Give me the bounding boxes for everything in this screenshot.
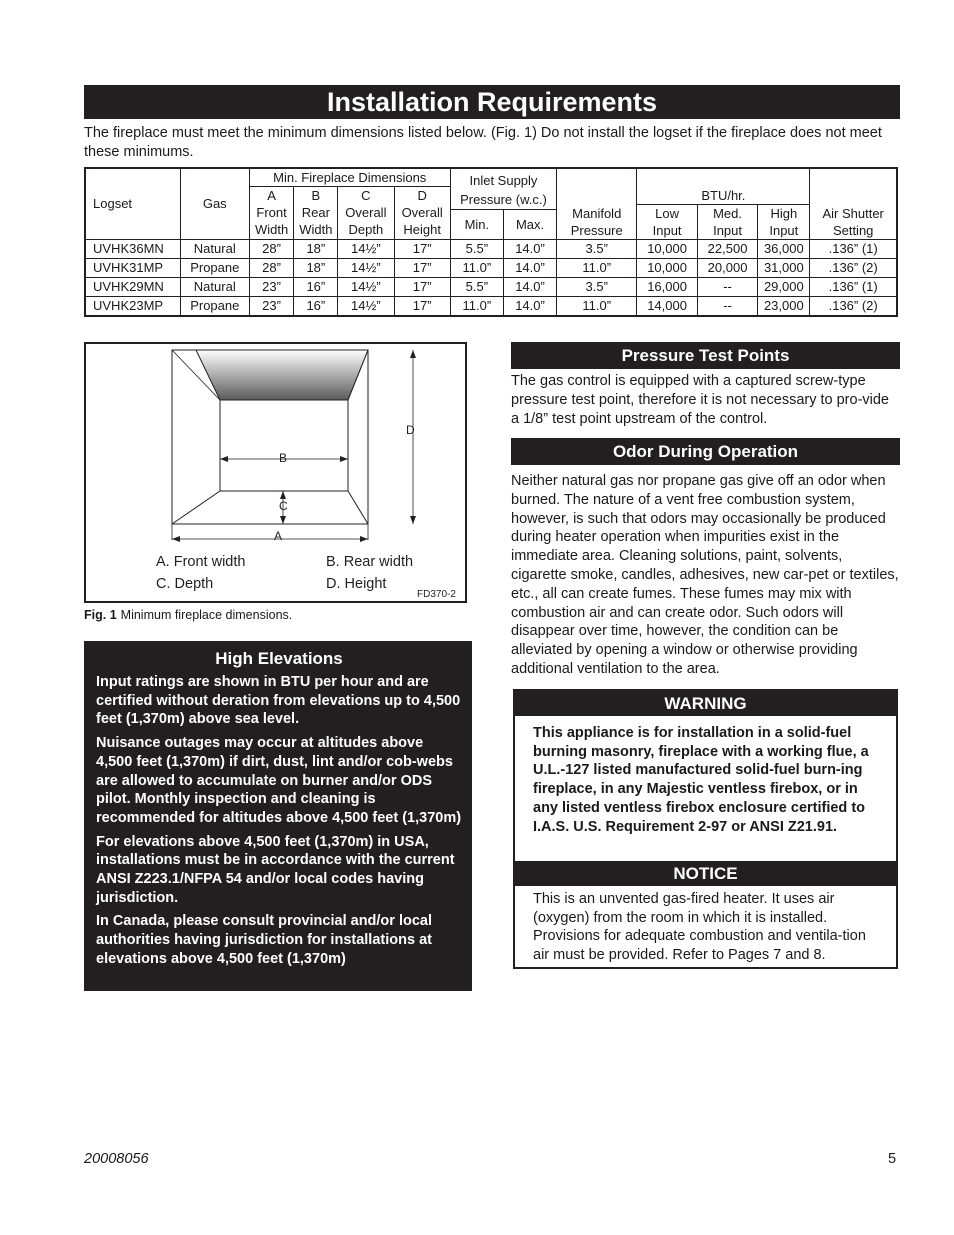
table-cell: 17” <box>394 258 450 277</box>
table-cell: Propane <box>180 296 249 316</box>
high-elevations-p2: Nuisance outages may occur at altitudes above 4,500 feet (1,370m) if dirt, dust, lint and/or cob-webs are allowed to accumulate on burner and/or ODS pilot. Monthly inspection and cleaning is recommended for altitudes above 4,500 feet (1,370m) <box>96 735 462 826</box>
table-cell: UVHK29MN <box>85 277 180 296</box>
table-cell: 11.0” <box>450 258 503 277</box>
firebox-back-wall <box>220 400 348 491</box>
col-low <box>637 204 697 239</box>
table-cell: .136” (1) <box>810 277 897 296</box>
col-med <box>697 204 757 239</box>
table-cell: 18” <box>294 258 338 277</box>
caption-number: Fig. 1 <box>84 608 117 622</box>
table-cell: UVHK36MN <box>85 239 180 258</box>
table-cell: UVHK31MP <box>85 258 180 277</box>
table-cell: UVHK23MP <box>85 296 180 316</box>
page-number: 5 <box>888 1151 897 1167</box>
table-cell: 20,000 <box>697 258 757 277</box>
table-row <box>85 296 897 316</box>
col-inlet <box>450 168 556 210</box>
warning-heading: WARNING <box>515 691 896 716</box>
inlet-line2: Pressure (w.c.) <box>460 192 547 208</box>
a-line2: Front <box>256 205 287 221</box>
table-cell: 31,000 <box>758 258 810 277</box>
label-c: C <box>279 499 288 513</box>
col-gas: Gas <box>180 168 249 239</box>
col-c-desc <box>338 204 394 239</box>
med-line2: Input <box>713 222 742 238</box>
table-cell: 17” <box>394 296 450 316</box>
b-line3: Width <box>299 222 333 238</box>
table-cell: 10,000 <box>637 239 697 258</box>
figure-code: FD370-2 <box>417 589 456 600</box>
table-cell: 23,000 <box>758 296 810 316</box>
air-line1: Air Shutter <box>822 205 884 221</box>
col-high <box>758 204 810 239</box>
legend-c: C. Depth <box>156 576 214 592</box>
table-cell: 29,000 <box>758 277 810 296</box>
table-cell: 14,000 <box>637 296 697 316</box>
table-cell: 14½” <box>338 296 394 316</box>
table-cell: 3.5” <box>557 277 637 296</box>
notice-text: This is an unvented gas-fired heater. It uses air (oxygen) from the room in which it is installed. Provisions for adequate combustion and ventila-tion air must be provided. Refer to Pages 7 and 8. <box>533 891 866 964</box>
col-d: D <box>394 187 450 205</box>
table-cell: 11.0” <box>557 296 637 316</box>
label-d: D <box>406 423 415 437</box>
figure-caption <box>84 608 292 622</box>
legend-b: B. Rear width <box>326 554 414 570</box>
table-cell: 14.0” <box>503 258 556 277</box>
col-inlet-min: Min. <box>450 210 503 239</box>
table-cell: 11.0” <box>450 296 503 316</box>
legend-a: A. Front width <box>156 554 246 570</box>
warning-notice-box <box>513 689 898 969</box>
warning-text: This appliance is for installation in a solid-fuel burning masonry, fireplace with a working flue, a U.L.-127 listed manufactured solid-fuel burn-ing fireplace, in any Majestic ventless firebox, or in any listed ventless firebox enclosure certified to I.A.S. U.S. Requirement 2-97 or ANSI Z21.91. <box>533 725 869 835</box>
med-line1: Med. <box>713 205 742 221</box>
table-cell: 3.5” <box>557 239 637 258</box>
c-line3: Depth <box>348 222 384 238</box>
col-logset: Logset <box>85 168 180 239</box>
table-row <box>85 239 897 258</box>
manifold-line2: Pressure <box>570 222 623 238</box>
high-elevations-p4: In Canada, please consult provincial and/or local authorities having jurisdiction for installations at elevations above 4,500 feet (1,370m) <box>96 913 433 967</box>
col-manifold <box>557 168 637 239</box>
table-cell: 5.5” <box>450 239 503 258</box>
manifold-line1: Manifold <box>572 205 622 221</box>
table-cell: 17” <box>394 239 450 258</box>
table-cell: 23” <box>249 277 294 296</box>
label-b: B <box>279 451 288 465</box>
col-inlet-max: Max. <box>503 210 556 239</box>
col-btu: BTU/hr. <box>637 168 810 204</box>
table-cell: 17” <box>394 277 450 296</box>
table-cell: Natural <box>180 239 249 258</box>
table-row <box>85 277 897 296</box>
high-elevations-p1: Input ratings are shown in BTU per hour and are certified without deration from elevations up to 4,500 feet (1,370m) above sea level. <box>96 674 461 728</box>
label-a: A <box>274 529 283 543</box>
table-cell: 16,000 <box>637 277 697 296</box>
high-line2: Input <box>769 222 799 238</box>
table-cell: .136” (2) <box>810 296 897 316</box>
table-cell: 23” <box>249 296 294 316</box>
c-line2: Overall <box>345 205 387 221</box>
high-elevations-box <box>84 641 472 991</box>
high-line1: High <box>770 205 798 221</box>
col-b-desc <box>294 204 338 239</box>
table-cell: 36,000 <box>758 239 810 258</box>
table-cell: 18” <box>294 239 338 258</box>
d-line3: Height <box>403 222 441 238</box>
table-cell: .136” (2) <box>810 258 897 277</box>
col-min-dims: Min. Fireplace Dimensions <box>249 168 450 187</box>
table-cell: Propane <box>180 258 249 277</box>
table-row <box>85 258 897 277</box>
air-line2: Setting <box>832 222 874 238</box>
notice-heading: NOTICE <box>515 861 896 886</box>
a-line3: Width <box>254 222 289 238</box>
pressure-heading: Pressure Test Points <box>511 342 900 369</box>
inlet-line1: Inlet Supply <box>469 173 538 189</box>
caption-text: Minimum fireplace dimensions. <box>120 608 293 622</box>
page-title: Installation Requirements <box>84 85 900 119</box>
low-line2: Input <box>652 222 682 238</box>
fireplace-spec-table <box>84 167 898 317</box>
table-cell: -- <box>697 296 757 316</box>
table-cell: 14.0” <box>503 296 556 316</box>
table-cell: 14½” <box>338 277 394 296</box>
high-elevations-p3: For elevations above 4,500 feet (1,370m) in USA, installations must be in accordance with the current ANSI Z223.1/NFPA 54 and/or local codes having jurisdiction. <box>96 833 455 906</box>
col-d-desc <box>394 204 450 239</box>
legend-d: D. Height <box>326 576 387 592</box>
table-cell: 5.5” <box>450 277 503 296</box>
col-a: A <box>249 187 294 205</box>
col-b: B <box>294 187 338 205</box>
fireplace-hood <box>196 350 368 400</box>
odor-heading: Odor During Operation <box>511 438 900 465</box>
table-cell: 16” <box>294 296 338 316</box>
table-cell: .136” (1) <box>810 239 897 258</box>
document-number: 20008056 <box>84 1151 149 1167</box>
high-elevations-heading: High Elevations <box>215 649 343 668</box>
table-cell: Natural <box>180 277 249 296</box>
figure-1 <box>84 342 467 603</box>
col-c: C <box>338 187 394 205</box>
table-cell: 11.0” <box>557 258 637 277</box>
table-cell: 14½” <box>338 258 394 277</box>
table-cell: 10,000 <box>637 258 697 277</box>
table-cell: 28” <box>249 239 294 258</box>
table-cell: -- <box>697 277 757 296</box>
table-cell: 22,500 <box>697 239 757 258</box>
table-cell: 14.0” <box>503 239 556 258</box>
b-line2: Rear <box>301 205 330 221</box>
col-air-shutter <box>810 168 897 239</box>
pressure-text: The gas control is equipped with a captured screw-type pressure test point, therefore it is not necessary to pro-vide a 1/8” test point upstream of the control. <box>511 373 889 427</box>
table-cell: 14.0” <box>503 277 556 296</box>
intro-text: The fireplace must meet the minimum dimensions listed below. (Fig. 1) Do not install the logset if the fireplace does not meet these minimums. <box>84 125 882 160</box>
table-cell: 28” <box>249 258 294 277</box>
table-cell: 16” <box>294 277 338 296</box>
table-cell: 14½” <box>338 239 394 258</box>
odor-text: Neither natural gas nor propane gas give off an odor when burned. The nature of a vent free combustion system, however, is such that odors may occasionally be produced during heater operation when impurities exist in the immediate area. Cleaning solutions, paint, solvents, cigarette smoke, candles, adhesives, new car-pet or textiles, etc., all can create fumes. These fumes may mix with combustion air and can create odor. Such odors will disappear over time, however, the condition can be alleviated by opening a window or otherwise providing additional ventilation to the area. <box>511 473 899 677</box>
low-line1: Low <box>655 205 680 221</box>
d-line2: Overall <box>401 205 443 221</box>
col-a-desc <box>249 204 294 239</box>
fireplace-diagram <box>86 344 465 601</box>
